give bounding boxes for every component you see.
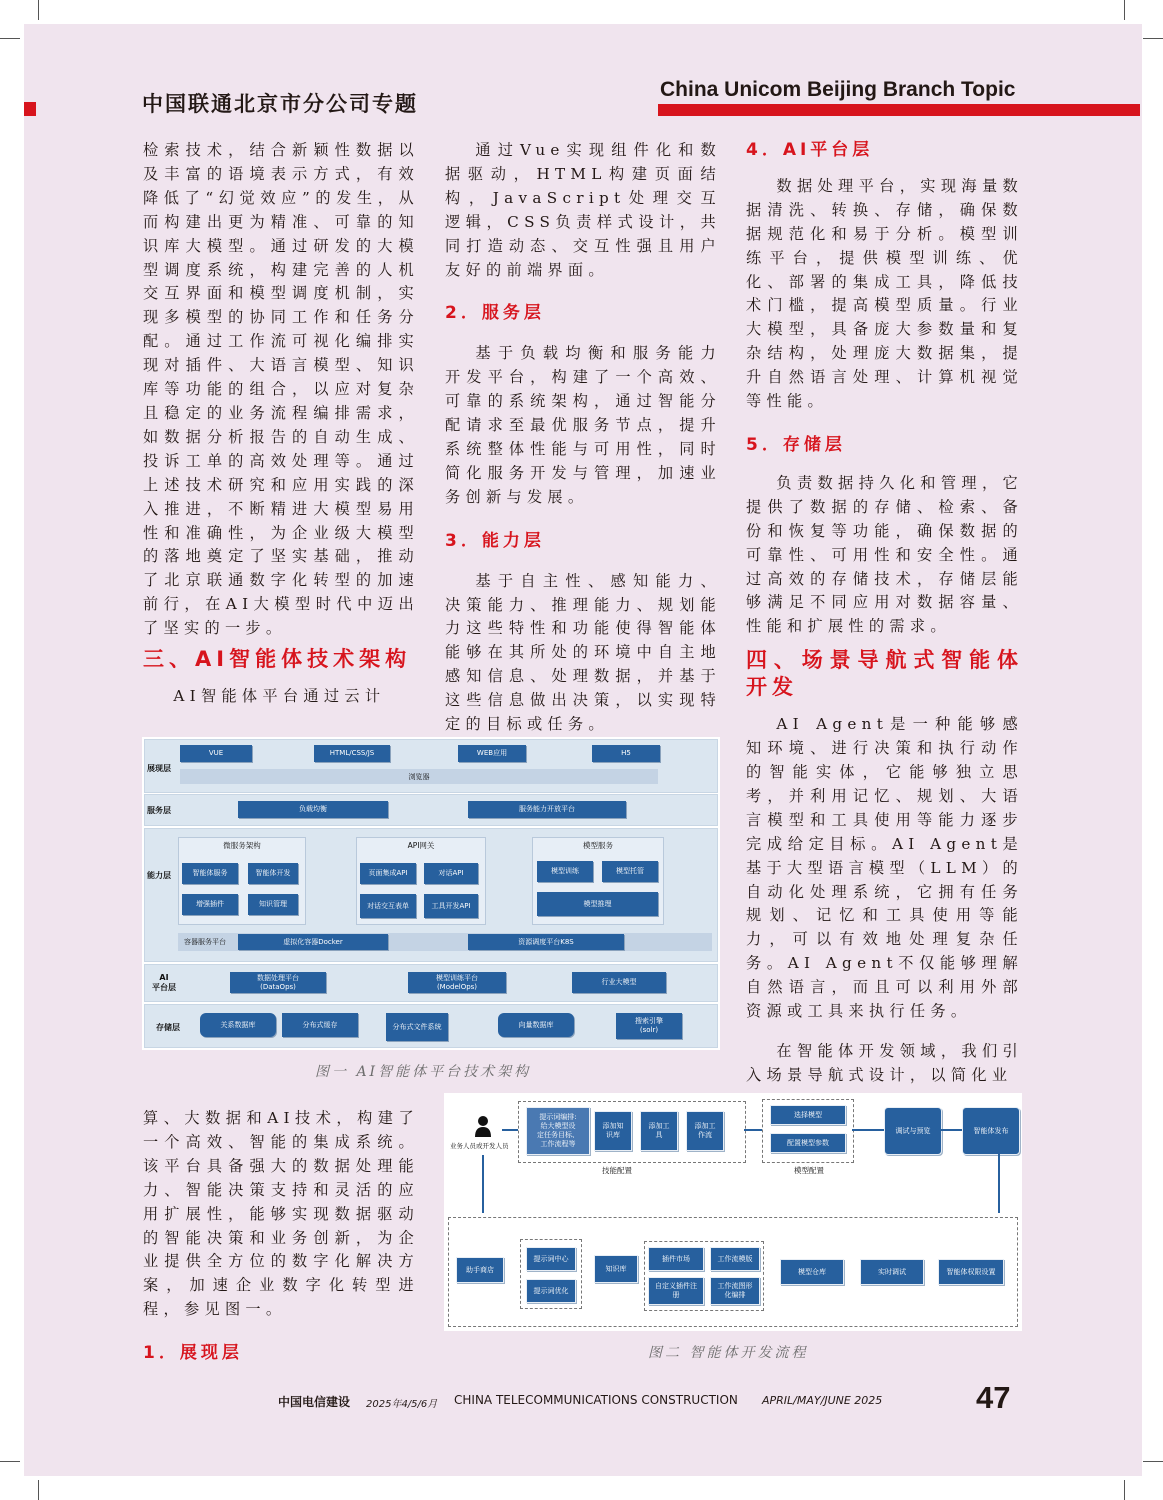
container-item: 虚拟化容器Docker	[238, 934, 388, 950]
container-label: 容器服务平台	[184, 938, 226, 946]
skill-config-label: 技能配置	[602, 1166, 632, 1175]
skill-item: 添加工 具	[640, 1111, 678, 1151]
crop-mark	[1143, 1461, 1163, 1462]
api-item: 对话交互表单	[360, 894, 416, 918]
layer-label-capability: 能力层	[147, 871, 171, 880]
arrow	[998, 1153, 1000, 1213]
model-repo: 模型仓库	[780, 1259, 844, 1285]
prompt-center: 提示词中心	[526, 1247, 576, 1271]
agent-permission: 智能体权限设置	[938, 1259, 1004, 1285]
col3-paragraph-7: 在智能体开发领域，我们引入场景导航式设计，以简化业	[746, 1042, 1023, 1084]
microservice-item: 智能体开发	[248, 863, 298, 884]
api-item: 页面集成API	[360, 863, 416, 884]
footer-magazine-en: CHINA TELECOMMUNICATIONS CONSTRUCTION	[454, 1393, 738, 1407]
microservice-item: 知识管理	[248, 894, 298, 915]
layer-label-presentation: 展现层	[147, 764, 171, 773]
storage-item: 分布式缓存	[282, 1013, 358, 1037]
figure-1-caption: 图一 AI智能体平台技术架构	[315, 1064, 532, 1080]
column-1-top	[143, 139, 419, 709]
arrow	[852, 1129, 884, 1131]
skill-item: 提示词编排: 给大模型设 定任务目标、 工作流程等	[526, 1107, 590, 1155]
service-item: 负载均衡	[238, 801, 388, 818]
workflow-template: 工作流模版	[710, 1247, 760, 1271]
presentation-item: WEB应用	[458, 745, 526, 762]
column-2	[445, 139, 721, 737]
crop-mark	[0, 1461, 20, 1462]
section-4-title: 4．AI平台层	[746, 140, 874, 160]
microservice-item: 智能体服务	[182, 863, 238, 884]
storage-item: 关系数据库	[200, 1013, 276, 1037]
custom-plugin-register: 自定义插件注 册	[648, 1277, 704, 1305]
col2-paragraph-3: 基于自主性、感知能力、决策能力、推理能力、规划能力这些特性和功能使得智能体能够在其所处的环境中自主地感知信息、处理数据，并基于这些信息做出决策，以实现特定的目标或任务。	[445, 571, 721, 734]
plugin-market: 插件市场	[648, 1247, 704, 1271]
user-icon	[474, 1115, 492, 1137]
realtime-debug: 实时调试	[860, 1259, 924, 1285]
col1-paragraph: 检索技术，结合新颖性数据以及丰富的语境表示方式，有效降低了“幻觉效应”的发生，从而构建出更为精准、可靠的知识库大模型。通过研发的大模型调度系统，构建完善的人机交互界面和模型调度机制，实现多模型的协同工作和任务分配。通过工作流可视化编排实现对插件、大语言模型、知识库等功能的组合，以应对复杂且稳定的业务流程编排需求，如数据分析报告的自动生成、投诉工单的高效处理等。通过上述技术研究和应用实践的深入推进，不断精进大模型易用性和准确性，为企业级大模型的落地奠定了坚实基础，推动了北京联通数字化转型的加速前行，在AI大模型时代中迈出了坚实的一步。	[143, 141, 419, 638]
model-service-item: 模型推理	[537, 892, 658, 916]
page-number: 47	[976, 1380, 1011, 1415]
column-3	[746, 139, 1023, 1088]
layer-label-service: 服务层	[147, 806, 171, 815]
storage-item: 向量数据库	[498, 1013, 574, 1037]
skill-item: 添加工 作流	[686, 1111, 724, 1151]
layer-label-storage: 存储层	[156, 1023, 180, 1032]
header-title-cn: 中国联通北京市分公司专题	[142, 92, 418, 116]
service-layer-band	[144, 794, 718, 826]
col3-paragraph-4: 数据处理平台，实现海量数据清洗、转换、存储，确保数据规范化和易于分析。模型训练平台，提供模型训练、优化、部署的集成工具，降低技术门槛，提高模型质量。行业大模型，具备庞大参数量和复杂结构，处理庞大数据集，提升自然语言处理、计算机视觉等性能。	[746, 176, 1023, 411]
footer-magazine-cn: 中国电信建设	[278, 1395, 351, 1409]
model-item: 选择模型	[770, 1105, 846, 1125]
col1-cont-paragraph: 算、大数据和AI技术，构建了一个高效、智能的集成系统。该平台具备强大的数据处理能力、智能决策支持和灵活的应用扩展性，能够实现数据驱动的智能决策和业务创新，为企业提供全方位的数字化解决方案，加速企业数字化转型进程，参见图一。	[143, 1109, 419, 1319]
col2-paragraph-1: 通过Vue实现组件化和数据驱动，HTML构建页面结构，JavaScript处理交互逻辑，CSS负责样式设计，共同打造动态、交互性强且用户友好的前端界面。	[445, 141, 721, 279]
model-service-title: 模型服务	[583, 841, 613, 850]
prompt-optimize: 提示词优化	[526, 1279, 576, 1303]
browser-bar: 浏览器	[180, 769, 658, 784]
presentation-item: H5	[592, 745, 660, 762]
section-1-title: 1．展现层	[143, 1343, 243, 1364]
crop-mark	[0, 38, 20, 39]
header-red-square	[24, 102, 36, 116]
figure-2-dev-process	[444, 1093, 1022, 1331]
api-gateway-title: API网关	[407, 841, 435, 850]
storage-item: 搜索引擎 (solr)	[616, 1013, 682, 1039]
col3-paragraph-6: AI Agent是一种能够感知环境、进行决策和执行动作的智能实体，它能够独立思考，并利用记忆、规划、大语言模型和工具使用等能力逐步完成给定目标。AI Agent是基于大型语言模型（LLM）的自动化处理系统，它拥有任务规划、记忆和工具使用等能力，可以有效地处理复杂任务。AI Agent不仅能够理解自然语言，而且可以利用外部资源或工具来执行任务。	[746, 715, 1023, 1021]
crop-mark	[1124, 0, 1125, 20]
section3-title: 三、AI智能体技术架构	[143, 647, 412, 672]
arrow	[482, 1155, 484, 1213]
figure-2-caption: 图二 智能体开发流程	[648, 1345, 809, 1361]
column-1-bottom	[143, 1107, 419, 1366]
section-5-title: 5．存储层	[746, 434, 846, 455]
knowledge-base: 知识库	[594, 1255, 638, 1283]
footer-issue-en: APRIL/MAY/JUNE 2025	[762, 1394, 883, 1407]
footer-issue-cn: 2025年4/5/6月	[366, 1399, 438, 1410]
storage-item: 分布式文件系统	[386, 1013, 448, 1041]
figure-1-architecture	[142, 737, 720, 1050]
presentation-item: VUE	[180, 745, 252, 762]
service-item: 服务能力开放平台	[468, 801, 626, 818]
crop-mark	[38, 1480, 39, 1500]
model-service-item: 模型训练	[537, 861, 593, 882]
assistant-store: 助手商店	[456, 1257, 504, 1283]
col3-paragraph-5: 负责数据持久化和管理，它提供了数据的存储、检索、备份和恢复等功能，确保数据的可靠性、可用性和安全性。通过高效的存储技术，存储层能够满足不同应用对数据容量、性能和扩展性的需求。	[746, 473, 1023, 636]
debug-preview-step: 调试与预览	[884, 1107, 942, 1155]
publish-step: 智能体发布	[962, 1107, 1020, 1155]
section-3-title: 3．能力层	[445, 530, 545, 551]
skill-item: 添加知 识库	[594, 1111, 632, 1151]
arrow	[744, 1129, 762, 1131]
workflow-graph: 工作流图形 化编排	[710, 1277, 760, 1305]
presentation-item: HTML/CSS/JS	[314, 745, 390, 762]
crop-mark	[38, 0, 39, 20]
header-title-en: China Unicom Beijing Branch Topic	[660, 78, 1016, 101]
header-red-bar	[658, 104, 1140, 116]
user-label: 业务人员或开发人员	[450, 1142, 509, 1150]
section-2-title: 2．服务层	[445, 303, 545, 324]
microservice-title: 微服务架构	[223, 841, 261, 850]
ai-platform-item: 行业大模型	[572, 972, 666, 993]
container-item: 资源调度平台K8S	[468, 934, 624, 950]
arrow	[940, 1129, 962, 1131]
ai-platform-item: 模型训练平台 (ModelOps)	[408, 972, 506, 993]
crop-mark	[1124, 1480, 1125, 1500]
model-config-label: 模型配置	[794, 1166, 824, 1175]
api-item: 对话API	[424, 863, 478, 884]
crop-mark	[1143, 38, 1163, 39]
ai-platform-item: 数据处理平台 (DataOps)	[230, 972, 326, 993]
col2-paragraph-2: 基于负载均衡和服务能力开发平台，构建了一个高效、可靠的系统架构，通过智能分配请求至最优服务节点，提升系统整体性能与可用性，同时简化服务开发与管理，加速业务创新与发展。	[445, 344, 721, 506]
col1-section3-start: AI智能体平台通过云计	[173, 687, 386, 706]
arrow	[502, 1129, 518, 1131]
model-service-item: 模型托管	[602, 861, 658, 882]
model-item: 配置模型参数	[770, 1133, 846, 1153]
api-item: 工具开发API	[424, 894, 478, 918]
section4-title: 四、场景导航式智能体开发	[746, 648, 1023, 700]
microservice-item: 增强插件	[182, 894, 238, 915]
layer-label-ai-platform: AI 平台层	[152, 973, 176, 992]
